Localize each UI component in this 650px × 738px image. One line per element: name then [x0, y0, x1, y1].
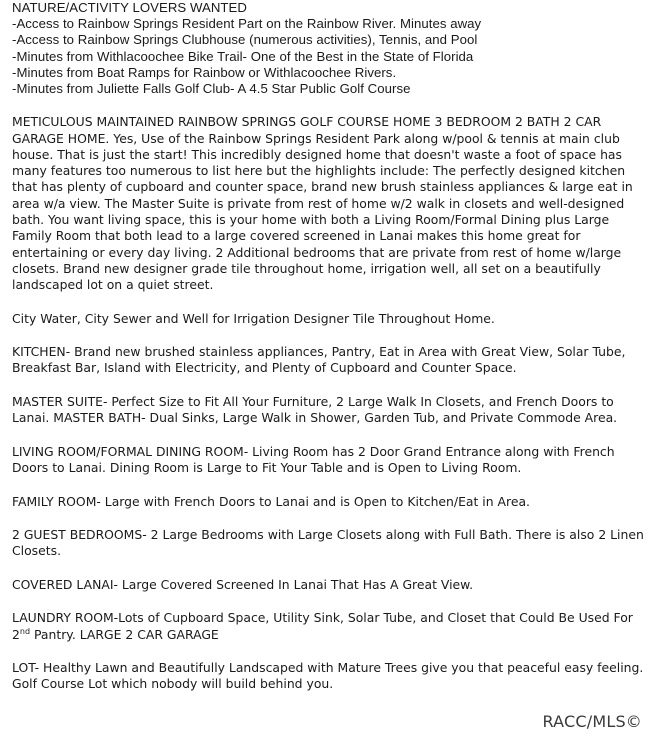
kitchen-paragraph: KITCHEN- Brand new brushed stainless appliances, Pantry, Eat in Area with Great View, Solar Tube, Breakfast Bar, Island with Electricity, and Plenty of Cupboard and Counter Space. [12, 344, 626, 376]
intro-bullet: -Minutes from Juliette Falls Golf Club- A 4.5 Star Public Golf Course [12, 81, 411, 97]
master-suite-paragraph: MASTER SUITE- Perfect Size to Fit All Your Furniture, 2 Large Walk In Closets, and French Doors to Lanai. MASTER BATH- Dual Sinks, Large Walk in Shower, Garden Tub, and Private Commode Area. [12, 393, 618, 426]
lot-paragraph: LOT- Healthy Lawn and Beautifully Landscaped with Mature Trees give you that peaceful easy feeling. Golf Course Lot which nobody will build behind you. [12, 660, 644, 692]
guest-bedrooms-paragraph: 2 GUEST BEDROOMS- 2 Large Bedrooms with Large Closets along with Full Bath. There is also 2 Linen Closets. [12, 526, 644, 559]
laundry-text-end: Pantry. LARGE 2 CAR GARAGE [30, 626, 219, 642]
utilities-paragraph: City Water, City Sewer and Well for Irrigation Designer Tile Throughout Home. [12, 310, 495, 326]
family-room-paragraph: FAMILY ROOM- Large with French Doors to Lanai and is Open to Kitchen/Eat in Area. [12, 493, 530, 509]
mls-watermark: RACC/MLS© [542, 712, 642, 731]
listing-description [12, 0, 644, 693]
intro-block [12, 0, 644, 97]
intro-bullet: -Access to Rainbow Springs Clubhouse (numerous activities), Tennis, and Pool [12, 32, 478, 48]
laundry-superscript: nd [19, 626, 31, 636]
intro-heading: NATURE/ACTIVITY LOVERS WANTED [12, 0, 247, 15]
laundry-paragraph [12, 610, 644, 643]
intro-bullet: -Access to Rainbow Springs Resident Part on the Rainbow River. Minutes away [12, 16, 482, 32]
intro-bullet: -Minutes from Boat Ramps for Rainbow or Withlacoochee Rivers. [12, 64, 397, 80]
laundry-text: LAUNDRY ROOM-Lots of Cupboard Space, Utility Sink, Solar Tube, and Closet that Could Be Used For 2 [12, 610, 633, 642]
living-room-paragraph: LIVING ROOM/FORMAL DINING ROOM- Living Room has 2 Door Grand Entrance along with French Doors to Lanai. Dining Room is Large to Fit Your Table and is Open to Living Room. [12, 443, 615, 476]
main-description: METICULOUS MAINTAINED RAINBOW SPRINGS GOLF COURSE HOME 3 BEDROOM 2 BATH 2 CAR GARAGE HOME. Yes, Use of the Rainbow Springs Resident Park along w/pool & tennis at main club house. That is just the start! This incredibly designed home that doesn't waste a foot of space has many features too numerous to list here but the highlights include: The perfectly designed kitchen that has plenty of cupboard and counter space, brand new brush stainless appliances & large eat in area w/a view. The Master Suite is private from rest of home w/2 walk in closets and well-designed bath. You want living space, this is your home with both a Living Room/Formal Dining plus Large Family Room that both lead to a large covered screened in Lanai makes this home great for entertaining or every day living. 2 Additional bedrooms that are private from rest of home w/large closets. Brand new designer grade tile throughout home, irrigation well, all set on a beautifully landscaped lot on a quiet street. [12, 114, 633, 293]
intro-bullet: -Minutes from Withlacoochee Bike Trail- One of the Best in the State of Florida [12, 48, 474, 64]
covered-lanai-paragraph: COVERED LANAI- Large Covered Screened In Lanai That Has A Great View. [12, 576, 474, 592]
